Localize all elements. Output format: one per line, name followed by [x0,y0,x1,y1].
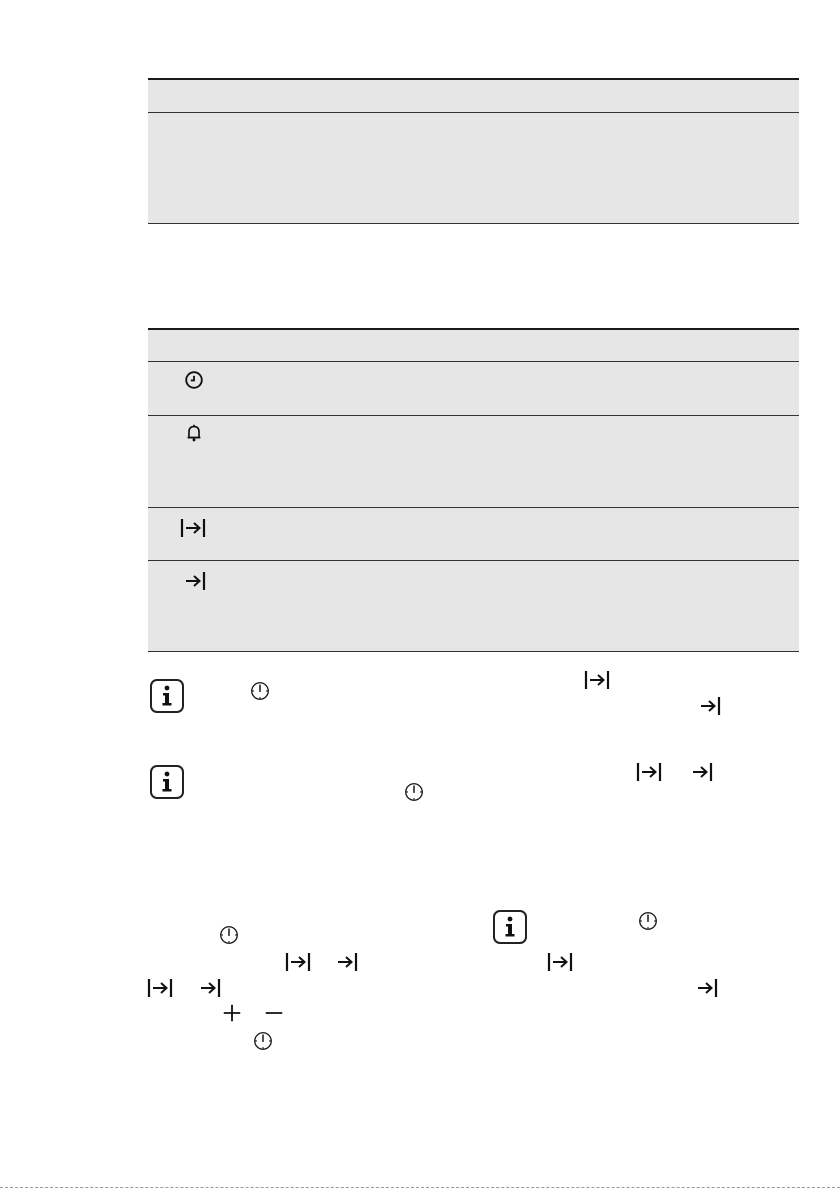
page-bottom-edge [0,1187,840,1189]
end-time-icon [685,760,715,784]
duration-icon [545,950,575,974]
end-time-icon [179,569,207,593]
table-row-minute-minder [148,415,799,507]
info-icon [150,765,184,799]
table1-header-row [148,80,799,112]
table1-bottom-rule [148,223,799,224]
end-time-icon [690,976,720,1000]
end-time-icon [193,976,223,1000]
clock-icon [183,369,205,391]
time-knob-icon [403,781,425,803]
info-icon [150,679,184,713]
table-row-duration [148,507,799,560]
time-knob-icon [249,680,271,702]
end-time-icon [693,694,723,718]
info-icon [493,910,527,944]
duration-icon [179,516,207,540]
table-row-end-time [148,560,799,652]
duration-icon [582,668,612,692]
end-time-icon [330,950,360,974]
plus-icon [221,1002,243,1024]
duration-icon [634,760,664,784]
minus-icon [263,1002,285,1024]
duration-icon [145,976,175,1000]
table2-header-row [148,330,799,361]
bell-icon [183,422,205,444]
time-knob-icon [637,910,659,932]
duration-icon [283,950,313,974]
table2-bottom-rule [148,651,799,652]
table-row-clock [148,361,799,415]
time-knob-icon [252,1030,274,1052]
time-knob-icon [218,924,240,946]
table1-row [148,113,799,223]
